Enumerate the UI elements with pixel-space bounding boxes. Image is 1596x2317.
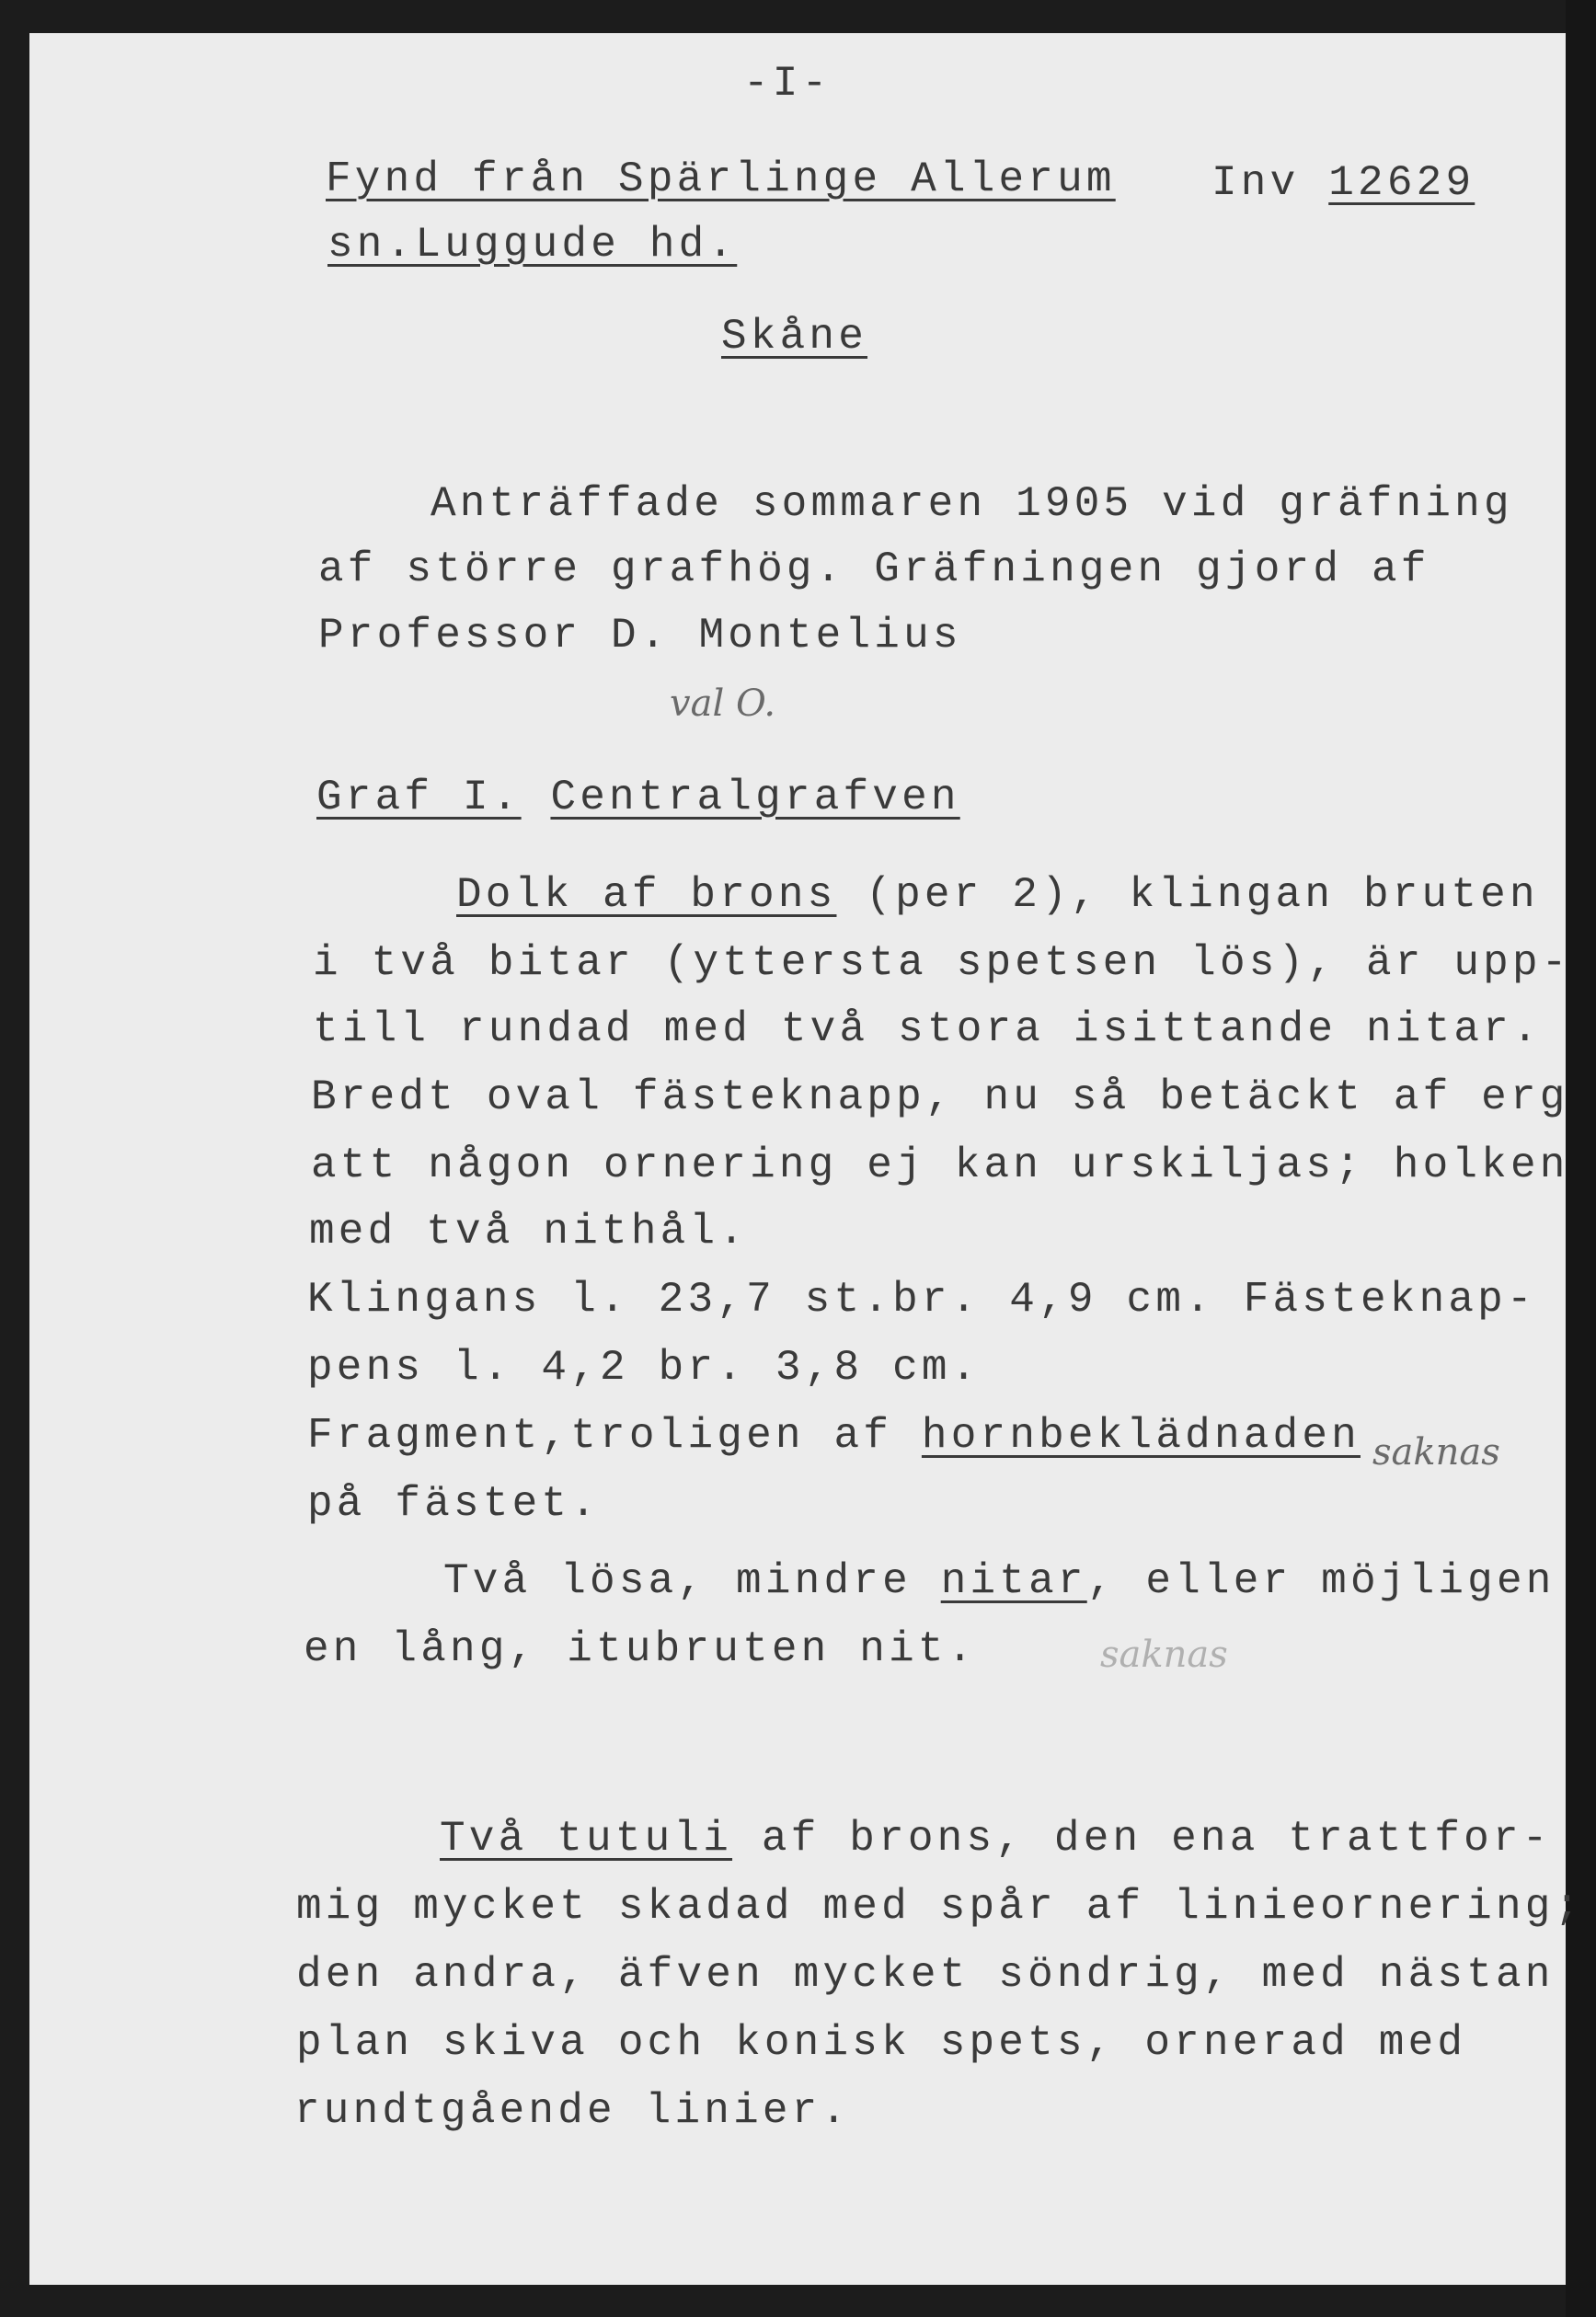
tutuli-line-2: mig mycket skadad med spår af linieornering; <box>296 1883 1584 1931</box>
item1-line1-rest: (per 2), klingan bruten <box>836 871 1539 919</box>
grave-heading <box>316 776 960 819</box>
handwritten-note-2: saknas <box>1100 1634 1228 1676</box>
fragment-prefix: Fragment,troligen af <box>307 1412 922 1460</box>
item1-line-6: med två nithål. <box>309 1208 749 1256</box>
intro-line-2: af större grafhög. Gräfningen gjord af <box>318 545 1430 593</box>
item1-line-4: Bredt oval fästeknapp, nu så betäckt af erg <box>311 1073 1569 1121</box>
title-part1: Fynd från Spärlinge Allerum <box>326 155 1116 203</box>
handwritten-correction: val O. <box>670 682 776 725</box>
rivets-suffix: , eller möjligen <box>1086 1557 1556 1605</box>
inventory-number: 12629 <box>1328 159 1475 207</box>
province-heading <box>721 313 868 361</box>
item1-line-2: i två bitar (yttersta spetsen lös), är upp- <box>313 939 1571 987</box>
rivets-prefix: Två lösa, mindre <box>443 1557 941 1605</box>
rivets-underlined: nitar <box>940 1557 1087 1605</box>
inventory-label <box>1211 159 1475 207</box>
scan-edge <box>1566 0 1596 2317</box>
intro-line-3: Professor D. Montelius <box>318 612 962 660</box>
title-line-2 <box>327 221 738 269</box>
title-line-1 <box>326 155 1116 203</box>
fragment-line-2: på fästet. <box>307 1480 601 1528</box>
rivets-line-1 <box>443 1557 1556 1605</box>
tutuli-line-3: den andra, äfven mycket söndrig, med nästan <box>296 1951 1555 1999</box>
item1-line-7: Klingans l. 23,7 st.br. 4,9 cm. Fästeknap- <box>307 1276 1536 1324</box>
tutuli-lead: Två tutuli <box>440 1815 733 1863</box>
intro-line-1: Anträffade sommaren 1905 vid gräfning <box>431 480 1513 528</box>
title-part2: sn.Luggude hd. <box>327 221 738 269</box>
inventory-prefix: Inv <box>1211 159 1300 207</box>
tutuli-line-1 <box>440 1815 1552 1863</box>
grave-name: Centralgrafven <box>550 774 960 821</box>
tutuli-line1-rest: af brons, den ena trattfor- <box>732 1815 1552 1863</box>
grave-label: Graf I. <box>316 774 522 821</box>
rivets-line-2: en lång, itubruten nit. <box>304 1625 977 1673</box>
page-number: -I- <box>743 60 832 108</box>
fragment-underlined: hornbeklädnaden <box>921 1412 1361 1460</box>
tutuli-line-5: rundtgående linier. <box>294 2087 851 2135</box>
item1-lead: Dolk af brons <box>456 871 837 919</box>
handwritten-note-1: saknas <box>1372 1431 1500 1474</box>
item1-line-5: att någon ornering ej kan urskiljas; holken <box>311 1141 1569 1189</box>
province: Skåne <box>721 313 868 361</box>
item1-line-8: pens l. 4,2 br. 3,8 cm. <box>307 1344 981 1392</box>
fragment-line-1 <box>307 1412 1361 1460</box>
tutuli-line-4: plan skiva och konisk spets, ornerad med <box>296 2019 1467 2067</box>
item1-line-3: till rundad med två stora isittande nitar. <box>313 1005 1542 1053</box>
item1-line-1 <box>456 871 1539 919</box>
